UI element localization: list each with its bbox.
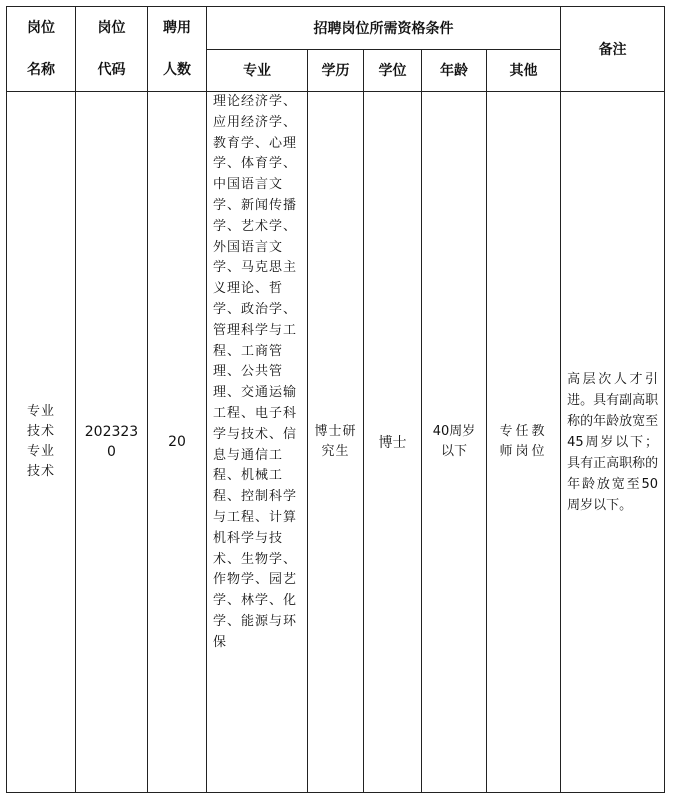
recruitment-table [6,6,665,793]
header-qualifications: 招聘岗位所需资格条件 [207,7,561,50]
cell-remarks [561,92,665,793]
header-hire-count-line2: 人数 [163,62,191,78]
header-other: 其他 [487,49,561,92]
header-row-top [7,7,665,50]
header-post-code-line2: 代码 [97,62,126,78]
header-post-name [7,7,76,92]
cell-remarks-text: 高层次人才引进。具有副高职称的年龄放宽至45周岁以下；具有正高职称的年龄放宽至50周岁以下。 [567,371,659,513]
header-post-name-line2: 名称 [27,62,55,78]
cell-post-code-text: 2023230 [84,424,139,460]
header-education: 学历 [308,49,364,92]
header-hire-count-line1: 聘用 [163,20,191,36]
cell-hire-count: 20 [148,92,207,793]
cell-degree: 博士 [364,92,422,793]
header-post-name-line1: 岗位 [27,20,55,36]
cell-education [308,92,364,793]
cell-post-name [7,92,76,793]
table-row [7,92,665,793]
header-age: 年龄 [422,49,487,92]
cell-age-text: 40周岁以下 [432,424,476,459]
header-hire-count [148,7,207,92]
header-degree: 学位 [364,49,422,92]
header-major: 专业 [207,49,308,92]
cell-major: 理论经济学、应用经济学、教育学、心理学、体育学、中国语言文学、新闻传播学、艺术学、外国语言文学、马克思主义理论、哲学、政治学、管理科学与工程、工商管理、公共管理、交通运输工程、电子科学与技术、信息与通信工程、机械工程、控制科学与工程、计算机科学与技术、生物学、作物学、园艺学、林学、化学、能源与环保 [207,92,308,793]
cell-post-name-text: 专业技术专业技术 [26,404,55,479]
cell-age [422,92,487,793]
cell-other [487,92,561,793]
cell-other-text: 专任教师岗位 [499,424,548,459]
header-post-code-line1: 岗位 [97,20,126,36]
cell-post-code [76,92,148,793]
header-post-code [76,7,148,92]
cell-education-text: 博士研究生 [314,424,357,459]
header-remarks: 备注 [561,7,665,92]
